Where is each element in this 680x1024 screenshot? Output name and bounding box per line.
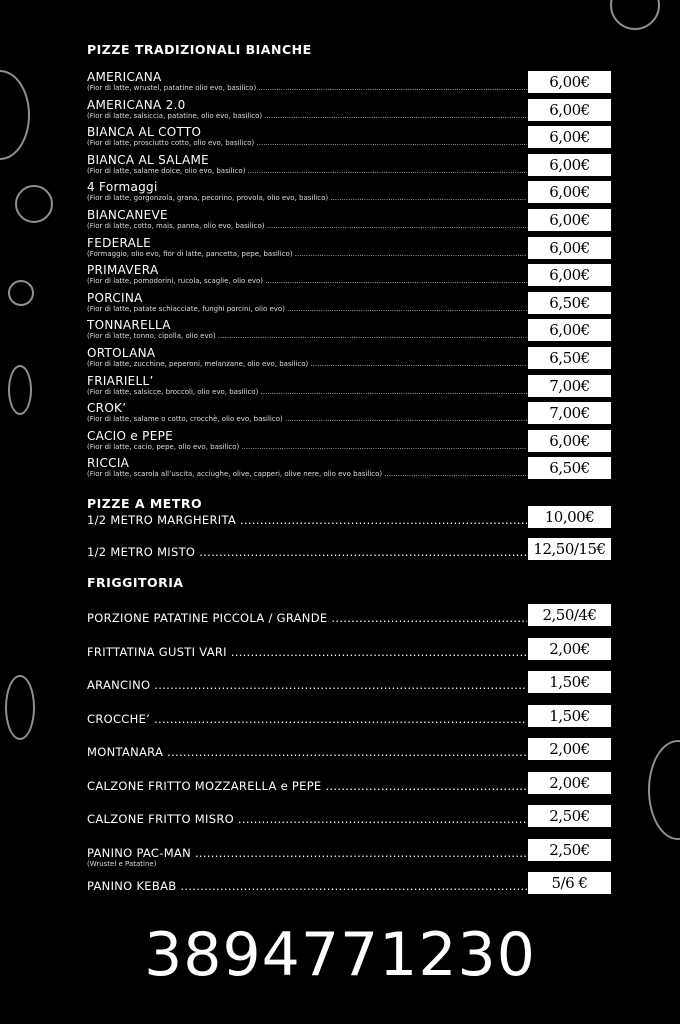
- price-box: 2,00€: [528, 738, 611, 760]
- menu-item: [87, 737, 612, 759]
- menu-item: [87, 838, 612, 868]
- item-name: 1/2 METRO MISTO .....: [87, 545, 527, 559]
- price-box: 6,50€: [528, 347, 611, 369]
- menu-item: [87, 153, 612, 176]
- item-name: MONTANARA .....: [87, 745, 527, 759]
- price-box: 6,00€: [528, 126, 611, 148]
- price-box: 2,50/4€: [528, 604, 611, 626]
- section-title-bianche: PIZZE TRADIZIONALI BIANCHE: [87, 42, 312, 57]
- menu-item-text: [87, 429, 527, 452]
- price-box: 6,50€: [528, 292, 611, 314]
- item-ingredients: (Fior di latte, salame dolce, olio evo, basilico) .....: [87, 167, 527, 176]
- item-ingredients: (Fior di latte, scarola all’uscita, acciughe, olive, capperi, olive nere, olio evo basilico) .....: [87, 470, 527, 479]
- item-name: PORCINA: [87, 290, 143, 305]
- price-box: 6,00€: [528, 264, 611, 286]
- mushroom-doodle-icon: [8, 280, 34, 306]
- item-name: 1/2 METRO MARGHERITA .....: [87, 513, 527, 527]
- pepper-doodle-icon: [8, 365, 32, 415]
- item-ingredients: (Fior di latte, salame o cotto, crocchè, olio evo, basilico) .....: [87, 415, 527, 424]
- menu-item-text: [87, 812, 527, 826]
- item-name: AMERICANA: [87, 70, 162, 84]
- item-ingredients: (Fior di latte, gorgonzola, grana, pecorino, provola, olio evo, basilico) .....: [87, 194, 527, 203]
- menu-item-text: [87, 318, 527, 341]
- price-box: 1,50€: [528, 671, 611, 693]
- price-box: 6,00€: [528, 209, 611, 231]
- menu-item: [87, 505, 612, 527]
- item-name: CALZONE FRITTO MISRO .....: [87, 812, 527, 826]
- price-box: 6,00€: [528, 237, 611, 259]
- menu-item: [87, 346, 612, 369]
- item-name: CROK’: [87, 401, 127, 416]
- menu-item-text: [87, 846, 527, 868]
- menu-item: [87, 98, 612, 121]
- menu-item-text: [87, 291, 527, 314]
- item-name: BIANCA AL SALAME: [87, 152, 210, 167]
- price-box: 6,00€: [528, 319, 611, 341]
- item-ingredients: (Fior di latte, salsiccia, patatine, olio evo, basilico) .....: [87, 112, 527, 121]
- menu-item: [87, 704, 612, 726]
- menu-item-text: [87, 180, 527, 203]
- garlic-doodle-icon: [5, 675, 35, 740]
- menu-item: [87, 537, 612, 559]
- menu-item: [87, 125, 612, 148]
- item-name: AMERICANA 2.0: [87, 97, 186, 112]
- menu-item: [87, 429, 612, 452]
- menu-item-text: [87, 879, 527, 893]
- price-box: 2,50€: [528, 805, 611, 827]
- menu-item-text: [87, 678, 527, 692]
- leaf-doodle-icon: [610, 0, 660, 30]
- menu-item-text: [87, 779, 527, 793]
- item-ingredients: (Fior di latte, pomodorini, rucola, scaglie, olio evo) .....: [87, 277, 527, 286]
- menu-item-text: [87, 513, 527, 527]
- price-box: 2,00€: [528, 772, 611, 794]
- item-note: (Wrustel e Patatine): [87, 859, 157, 868]
- phone-number: 3894771230: [144, 920, 536, 990]
- item-ingredients: (Formaggio, olio evo, fior di latte, pancetta, pepe, basilico) .....: [87, 250, 527, 259]
- price-box: 6,00€: [528, 181, 611, 203]
- menu-item-text: [87, 611, 527, 625]
- item-ingredients: (Fior di latte, zucchine, peperoni, melanzane, olio evo, basilico) .....: [87, 360, 527, 369]
- item-name: CACIO e PEPE: [87, 428, 173, 443]
- price-box: 5/6 €: [528, 872, 611, 894]
- item-ingredients: (Fior di latte, prosciutto cotto, olio evo, basilico) .....: [87, 139, 527, 148]
- menu-item: [87, 374, 612, 397]
- menu-item: [87, 401, 612, 424]
- item-ingredients: (Fior di latte, tonno, cipolla, olio evo) .....: [87, 332, 527, 341]
- menu-item: [87, 263, 612, 286]
- item-ingredients: (Fior di latte, patate schiacciate, funghi porcini, olio evo) .....: [87, 305, 527, 314]
- item-name: PRIMAVERA: [87, 263, 159, 278]
- menu-item-text: [87, 153, 527, 176]
- item-name: 4 Formaggi: [87, 180, 158, 195]
- price-box: 6,00€: [528, 99, 611, 121]
- tomato-doodle-icon: [15, 185, 53, 223]
- item-name: TONNARELLA: [87, 318, 171, 333]
- item-name: ORTOLANA: [87, 346, 156, 360]
- menu-item-text: [87, 125, 527, 148]
- item-name: CROCCHE’ .....: [87, 712, 527, 726]
- menu-item-text: [87, 374, 527, 397]
- menu-item-text: [87, 456, 527, 479]
- price-box: 6,00€: [528, 71, 611, 93]
- menu-item-text: [87, 263, 527, 286]
- menu-item: [87, 670, 612, 692]
- menu-item-text: [87, 236, 527, 259]
- price-box: 6,50€: [528, 457, 611, 479]
- price-box: 2,00€: [528, 638, 611, 660]
- menu-item: [87, 318, 612, 341]
- item-name: BIANCANEVE: [87, 208, 168, 222]
- menu-item-text: [87, 98, 527, 121]
- price-box: 1,50€: [528, 705, 611, 727]
- menu-item-text: [87, 545, 527, 559]
- menu-item: [87, 70, 612, 93]
- menu-item: [87, 291, 612, 314]
- menu-item: [87, 603, 612, 625]
- section-title-metro: PIZZE A METRO: [87, 496, 203, 511]
- menu-item-text: [87, 712, 527, 726]
- item-name: CALZONE FRITTO MOZZARELLA e PEPE .....: [87, 779, 527, 793]
- price-box: 10,00€: [528, 506, 611, 528]
- item-name: PORZIONE PATATINE PICCOLA / GRANDE .....: [87, 611, 527, 625]
- menu-item: [87, 456, 612, 479]
- item-name: RICCIA: [87, 456, 130, 471]
- menu-item-text: [87, 346, 527, 369]
- item-name: PANINO PAC-MAN .....: [87, 846, 527, 860]
- menu-item-text: [87, 70, 527, 93]
- section-title-friggitoria: FRIGGITORIA: [87, 575, 184, 590]
- price-box: 2,50€: [528, 839, 611, 861]
- price-box: 12,50/15€: [528, 538, 611, 560]
- menu-item-text: [87, 645, 527, 659]
- menu-item: [87, 208, 612, 231]
- pizza-doodle-right-icon: [648, 740, 680, 840]
- menu-item-text: [87, 745, 527, 759]
- menu-item: [87, 180, 612, 203]
- item-name: FRITTATINA GUSTI VARI .....: [87, 645, 527, 659]
- price-box: 7,00€: [528, 375, 611, 397]
- item-name: BIANCA AL COTTO: [87, 125, 202, 140]
- price-box: 6,00€: [528, 430, 611, 452]
- item-name: PANINO KEBAB .....: [87, 879, 527, 893]
- price-box: 7,00€: [528, 402, 611, 424]
- item-ingredients: (Fior di latte, cotto, mais, panna, olio evo, basilico) .....: [87, 222, 527, 231]
- item-ingredients: (Fior di latte, cacio, pepe, olio evo, basilico) .....: [87, 443, 527, 452]
- item-name: ARANCINO .....: [87, 678, 527, 692]
- menu-item-text: [87, 401, 527, 424]
- menu-item: [87, 637, 612, 659]
- item-name: FRIARIELL’: [87, 373, 154, 388]
- menu-item: [87, 236, 612, 259]
- menu-item: [87, 871, 612, 893]
- item-ingredients: (Fior di latte, salsicce, broccoli, olio evo, basilico) .....: [87, 388, 527, 397]
- menu-item: [87, 804, 612, 826]
- item-name: FEDERALE: [87, 235, 152, 250]
- pizza-doodle-icon: [0, 70, 30, 160]
- price-box: 6,00€: [528, 154, 611, 176]
- menu-item: [87, 771, 612, 793]
- menu-item-text: [87, 208, 527, 231]
- item-ingredients: (Fior di latte, wrustel, patatine olio evo, basilico) .....: [87, 84, 527, 93]
